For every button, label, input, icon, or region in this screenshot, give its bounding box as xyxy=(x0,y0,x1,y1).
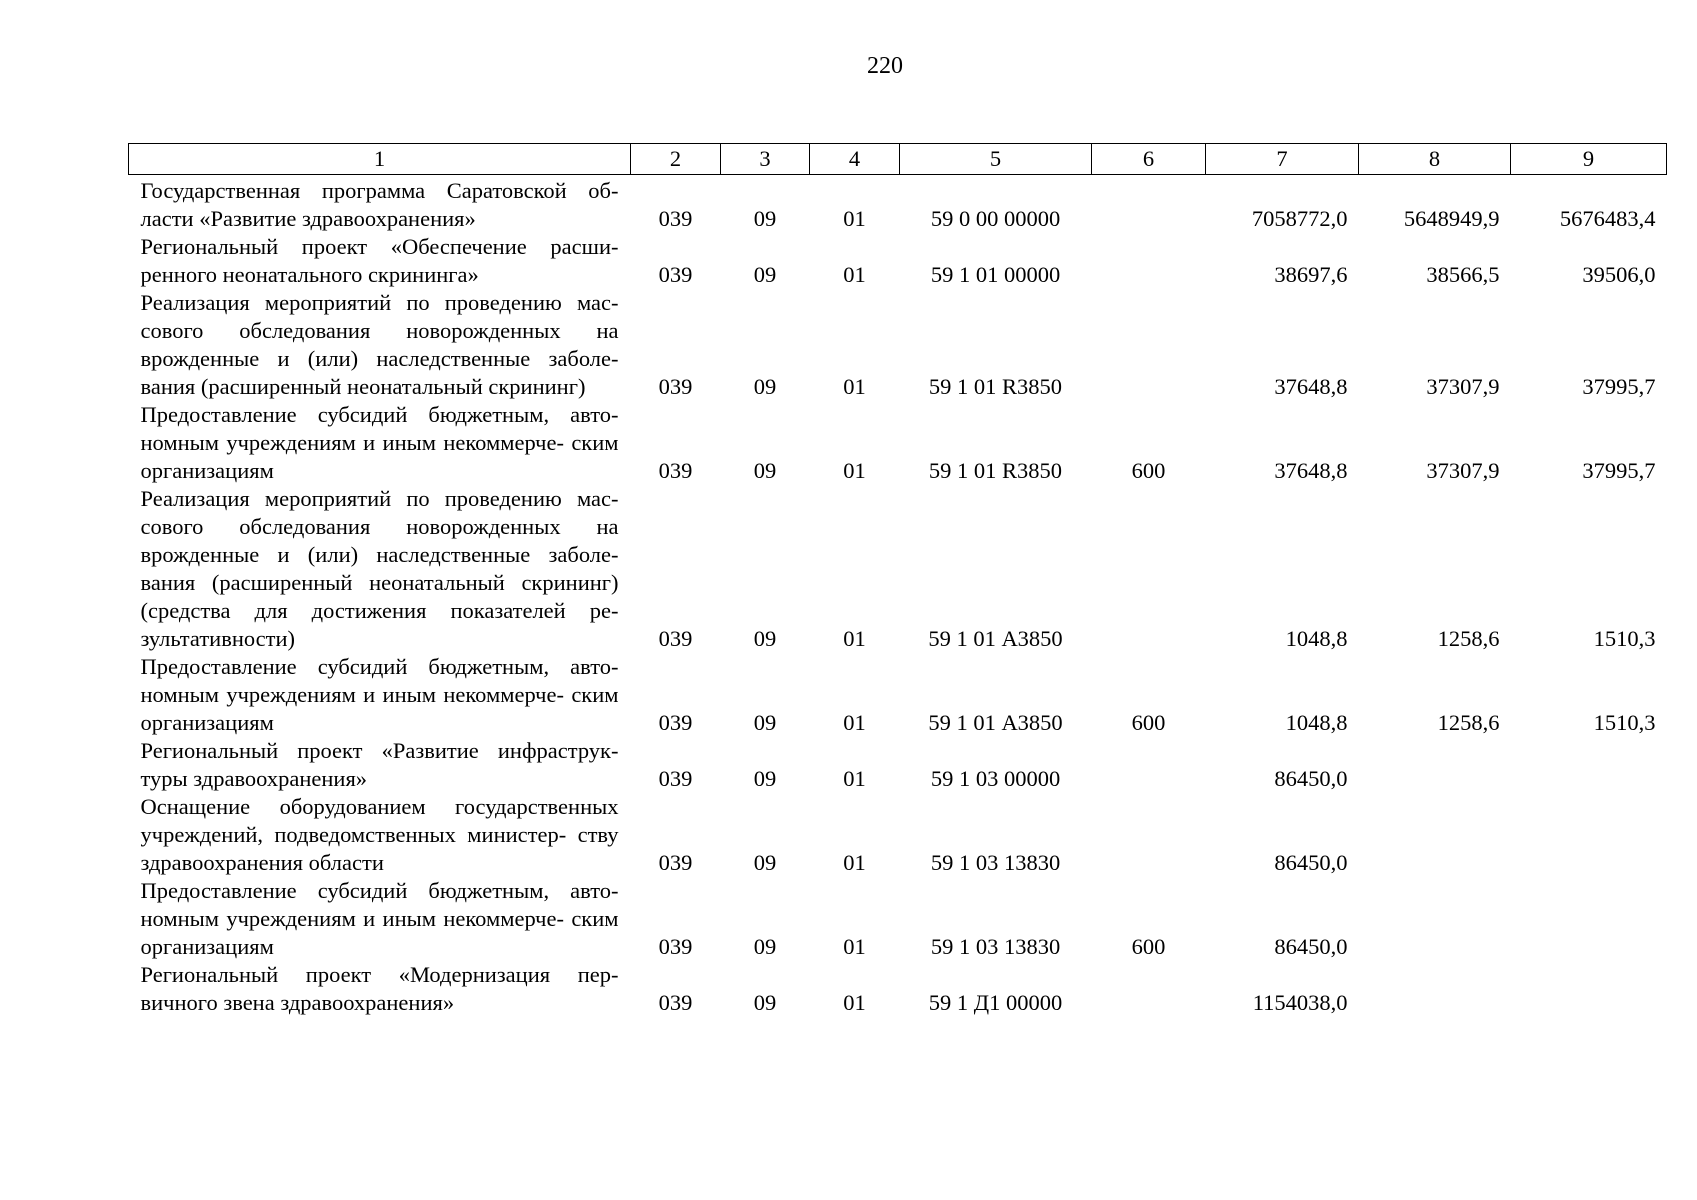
amount-col8-cell xyxy=(1359,877,1511,961)
target-article-cell: 59 1 Д1 00000 xyxy=(928,990,1063,1015)
amount-col7-cell: 86450,0 xyxy=(1274,850,1348,875)
target-article-cell: 59 1 03 00000 xyxy=(930,766,1061,791)
row-name-line: (средства для достижения показателей ре- xyxy=(140,598,619,623)
table-row xyxy=(129,485,1667,653)
table-header xyxy=(129,144,1667,175)
table-row xyxy=(129,653,1667,737)
row-name-line: ству здравоохранения области xyxy=(140,822,619,875)
amount-col8-cell: 37307,9 xyxy=(1426,458,1500,483)
row-name-cell xyxy=(129,289,631,401)
table-row xyxy=(129,289,1667,401)
amount-col8-cell: 38566,5 xyxy=(1426,262,1500,287)
table-row xyxy=(129,401,1667,485)
row-name-line: Реализация мероприятий по проведению мас- xyxy=(140,486,619,511)
table-body xyxy=(129,175,1667,1018)
amount-col9-cell: 5676483,4 xyxy=(1559,206,1656,231)
amount-col7-cell: 38697,6 xyxy=(1274,262,1348,287)
row-name-cell xyxy=(129,485,631,653)
row-name-line: Предоставление субсидий бюджетным, авто- xyxy=(140,878,619,903)
section-code-cell: 09 xyxy=(753,626,777,651)
row-name-line: номным учреждениям и иным некоммерче- xyxy=(140,682,564,707)
expense-type-cell: 600 xyxy=(1131,934,1166,959)
amount-col7-cell: 86450,0 xyxy=(1274,934,1348,959)
row-name-line: туры здравоохранения» xyxy=(140,766,368,791)
expense-type-cell xyxy=(1092,289,1206,401)
section-code-cell: 09 xyxy=(753,458,777,483)
target-article-cell: 59 1 01 R3850 xyxy=(928,458,1063,483)
subsection-code-cell: 01 xyxy=(843,206,866,231)
expense-type-cell: 600 xyxy=(1131,710,1166,735)
budget-code-cell: 039 xyxy=(658,934,693,959)
row-name-line: врожденные и (или) наследственные заболе- xyxy=(140,346,619,371)
expense-type-cell xyxy=(1092,485,1206,653)
row-name-line: вания (расширенный неонатальный скрининг) xyxy=(140,570,619,595)
budget-code-cell: 039 xyxy=(658,262,693,287)
row-name-cell xyxy=(129,961,631,1017)
page-number: 220 xyxy=(867,53,903,79)
target-article-cell: 59 1 01 А3850 xyxy=(928,710,1063,735)
budget-code-cell: 039 xyxy=(658,710,693,735)
budget-code-cell: 039 xyxy=(658,206,693,231)
amount-col8-cell: 37307,9 xyxy=(1426,374,1500,399)
amount-col8-cell: 5648949,9 xyxy=(1403,206,1500,231)
expense-type-cell xyxy=(1092,737,1206,793)
row-name-line: врожденные и (или) наследственные заболе- xyxy=(140,542,619,567)
header-cell: 7 xyxy=(1206,144,1359,175)
row-name-line: ласти «Развитие здравоохранения» xyxy=(140,206,476,231)
row-name-line: Региональный проект «Развитие инфраструк- xyxy=(140,738,619,763)
amount-col9-cell xyxy=(1511,737,1667,793)
row-name-line: Региональный проект «Обеспечение расши- xyxy=(140,234,619,259)
subsection-code-cell: 01 xyxy=(843,374,866,399)
row-name-line: ским организациям xyxy=(140,682,619,735)
expense-type-cell xyxy=(1092,961,1206,1017)
row-name-cell xyxy=(129,401,631,485)
row-name-cell xyxy=(129,233,631,289)
amount-col9-cell xyxy=(1511,961,1667,1017)
amount-col8-cell xyxy=(1359,961,1511,1017)
row-name-line: ским организациям xyxy=(140,430,619,483)
header-cell: 3 xyxy=(721,144,810,175)
section-code-cell: 09 xyxy=(753,934,777,959)
budget-code-cell: 039 xyxy=(658,850,693,875)
budget-table xyxy=(128,143,1667,1017)
row-name-line: вичного звена здравоохранения» xyxy=(140,990,455,1015)
expense-type-cell xyxy=(1092,793,1206,877)
budget-code-cell: 039 xyxy=(658,766,693,791)
amount-col7-cell: 37648,8 xyxy=(1274,458,1348,483)
amount-col9-cell: 1510,3 xyxy=(1593,710,1656,735)
amount-col7-cell: 37648,8 xyxy=(1274,374,1348,399)
header-cell: 4 xyxy=(810,144,900,175)
amount-col9-cell: 1510,3 xyxy=(1593,626,1656,651)
header-cell: 8 xyxy=(1359,144,1511,175)
amount-col8-cell xyxy=(1359,793,1511,877)
subsection-code-cell: 01 xyxy=(843,766,866,791)
amount-col9-cell: 37995,7 xyxy=(1582,458,1656,483)
subsection-code-cell: 01 xyxy=(843,710,866,735)
subsection-code-cell: 01 xyxy=(843,626,866,651)
amount-col7-cell: 86450,0 xyxy=(1274,766,1348,791)
row-name-line: вания (расширенный неонатальный скрининг) xyxy=(140,374,586,399)
table-row xyxy=(129,737,1667,793)
amount-col8-cell xyxy=(1359,737,1511,793)
row-name-line: Региональный проект «Модернизация пер- xyxy=(140,962,619,987)
subsection-code-cell: 01 xyxy=(843,990,866,1015)
budget-code-cell: 039 xyxy=(658,990,693,1015)
expense-type-cell xyxy=(1092,233,1206,289)
header-cell: 1 xyxy=(129,144,631,175)
row-name-line: номным учреждениям и иным некоммерче- xyxy=(140,430,564,455)
row-name-line: Предоставление субсидий бюджетным, авто- xyxy=(140,654,619,679)
row-name-line: ским организациям xyxy=(140,906,619,959)
row-name-line: Государственная программа Саратовской об- xyxy=(140,178,619,203)
row-name-line: сового обследования новорожденных на xyxy=(140,514,619,539)
amount-col9-cell: 37995,7 xyxy=(1582,374,1656,399)
amount-col8-cell: 1258,6 xyxy=(1437,626,1500,651)
target-article-cell: 59 1 01 R3850 xyxy=(928,374,1063,399)
subsection-code-cell: 01 xyxy=(843,850,866,875)
target-article-cell: 59 1 03 13830 xyxy=(930,850,1061,875)
header-cell: 6 xyxy=(1092,144,1206,175)
row-name-line: зультативности) xyxy=(140,626,296,651)
row-name-cell xyxy=(129,175,631,234)
row-name-cell xyxy=(129,737,631,793)
amount-col8-cell: 1258,6 xyxy=(1437,710,1500,735)
section-code-cell: 09 xyxy=(753,850,777,875)
amount-col9-cell xyxy=(1511,793,1667,877)
table-row xyxy=(129,877,1667,961)
row-name-line: Реализация мероприятий по проведению мас- xyxy=(140,290,619,315)
section-code-cell: 09 xyxy=(753,990,777,1015)
table-row xyxy=(129,233,1667,289)
budget-code-cell: 039 xyxy=(658,626,693,651)
amount-col9-cell: 39506,0 xyxy=(1582,262,1656,287)
section-code-cell: 09 xyxy=(753,262,777,287)
table-row xyxy=(129,175,1667,234)
amount-col9-cell xyxy=(1511,877,1667,961)
row-name-line: учреждений, подведомственных министер- xyxy=(140,822,567,847)
amount-col7-cell: 7058772,0 xyxy=(1251,206,1348,231)
row-name-line: Предоставление субсидий бюджетным, авто- xyxy=(140,402,619,427)
header-cell: 5 xyxy=(900,144,1092,175)
header-cell: 2 xyxy=(631,144,721,175)
section-code-cell: 09 xyxy=(753,374,777,399)
target-article-cell: 59 1 03 13830 xyxy=(930,934,1061,959)
row-name-cell xyxy=(129,877,631,961)
target-article-cell: 59 1 01 00000 xyxy=(930,262,1061,287)
row-name-cell xyxy=(129,653,631,737)
section-code-cell: 09 xyxy=(753,710,777,735)
target-article-cell: 59 1 01 А3850 xyxy=(928,626,1063,651)
target-article-cell: 59 0 00 00000 xyxy=(930,206,1061,231)
amount-col7-cell: 1154038,0 xyxy=(1252,990,1348,1015)
subsection-code-cell: 01 xyxy=(843,934,866,959)
row-name-cell xyxy=(129,793,631,877)
row-name-line: номным учреждениям и иным некоммерче- xyxy=(140,906,564,931)
table-row xyxy=(129,961,1667,1017)
amount-col7-cell: 1048,8 xyxy=(1285,626,1348,651)
section-code-cell: 09 xyxy=(753,206,777,231)
row-name-line: Оснащение оборудованием государственных xyxy=(140,794,619,819)
subsection-code-cell: 01 xyxy=(843,458,866,483)
table-row xyxy=(129,793,1667,877)
header-cell: 9 xyxy=(1511,144,1667,175)
amount-col7-cell: 1048,8 xyxy=(1285,710,1348,735)
subsection-code-cell: 01 xyxy=(843,262,866,287)
budget-code-cell: 039 xyxy=(658,374,693,399)
section-code-cell: 09 xyxy=(753,766,777,791)
expense-type-cell xyxy=(1092,175,1206,234)
row-name-line: сового обследования новорожденных на xyxy=(140,318,619,343)
expense-type-cell: 600 xyxy=(1131,458,1166,483)
budget-code-cell: 039 xyxy=(658,458,693,483)
header-row xyxy=(129,144,1667,175)
row-name-line: ренного неонатального скрининга» xyxy=(140,262,479,287)
